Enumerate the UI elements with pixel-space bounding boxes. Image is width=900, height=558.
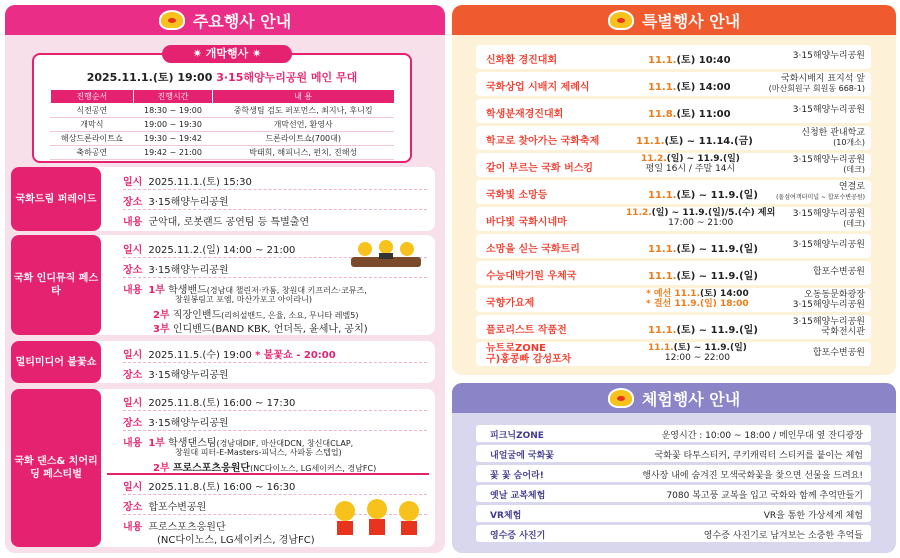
special-row [476, 342, 871, 366]
experience-name: VR체험 [490, 511, 522, 521]
place-label: 장소 [123, 265, 143, 276]
cell: 식전공연 [50, 104, 134, 118]
header-order: 진행순서 [50, 90, 134, 104]
event-date [648, 267, 758, 282]
dance-card [14, 389, 435, 547]
date-start: 11.8. [648, 109, 677, 120]
place-label: 장소 [123, 370, 143, 381]
event-place [769, 74, 865, 94]
special-row [476, 207, 871, 231]
divider [123, 410, 427, 411]
event-name: 국향가요제 [486, 298, 535, 309]
special-row [476, 72, 871, 96]
part2-text: 직장인밴드 [172, 310, 222, 321]
part2-text: 프로스포츠응원단 [172, 463, 251, 474]
event-place [801, 128, 865, 148]
divider [123, 494, 427, 495]
place-line1: 국화시배지 표지석 앞 [781, 74, 865, 84]
experience-desc: 국화꽃 타투스티커, 쿠키캐릭터 스티커를 붙이는 체험 [654, 451, 863, 461]
opening-date: 2025.11.1.(토) 19:00 [86, 71, 213, 84]
event-date [648, 105, 731, 120]
indie-place: 3·15해양누리공원 [148, 265, 229, 276]
parade-badge: 국화드림 퍼레이드 [11, 167, 101, 231]
experience-name: 꽃 꽃 숨어라! [490, 471, 544, 481]
date-extra: 17:00 ~ 21:00 [668, 218, 734, 228]
band-illustration [351, 237, 421, 271]
dance-date2-row [123, 478, 295, 493]
experience-row [476, 485, 871, 502]
event-place: 합포수변공원 [812, 348, 865, 358]
date-label: 일시 [123, 482, 143, 493]
part2-label: 2부 [153, 463, 170, 474]
parade-date: 2025.11.1.(토) 15:30 [148, 177, 252, 188]
cell: 개막선언, 환영사 [212, 118, 394, 132]
place-line1: 연결로 [838, 182, 865, 192]
date-rest: (토) 14:00 [676, 82, 731, 93]
event-date [646, 289, 749, 309]
cell: 해상드론라이트쇼 [50, 132, 134, 146]
event-date [648, 321, 758, 336]
band-stage-icon [351, 237, 421, 271]
content-label: 내용 [123, 438, 143, 449]
table-row [50, 118, 394, 132]
cell: 축하공연 [50, 146, 134, 160]
table-row [50, 132, 394, 146]
opening-place: 3·15해양누리공원 메인 무대 [216, 71, 358, 84]
event-name: 소망을 싣는 국화트리 [486, 244, 580, 255]
cell: 19:00 ~ 19:30 [134, 118, 213, 132]
fireworks-place-row [123, 366, 229, 381]
indie-date: 2025.11.2.(일) 14:00 ~ 21:00 [148, 245, 296, 256]
header-content: 내 용 [212, 90, 394, 104]
experience-name: 영수증 사진기 [490, 531, 546, 541]
name-line2: 구)홍콩빠 감성포차 [486, 354, 572, 365]
experience-row [476, 465, 871, 482]
part1-sub: (경남대DIF, 마산대DCN, 창신대CLAP, [216, 439, 354, 448]
event-place [793, 209, 865, 229]
experience-desc: 영수증 사진기로 남겨보는 소중한 추억들 [703, 531, 863, 541]
dance-date1-row [123, 394, 295, 409]
event-place [793, 155, 865, 175]
cell: 드론라이트쇼(700대) [212, 132, 394, 146]
place-line2: (데크) [843, 219, 865, 228]
table-row [50, 104, 394, 118]
place-line2: (10개소) [833, 138, 865, 147]
dance-content2b: (NC다이노스, LG세이커스, 경남FC) [157, 535, 315, 546]
date-rest: (토) ~ 11.9.(일) [676, 190, 758, 201]
part1-text: 학생댄스팀 [168, 438, 217, 449]
experience-events-panel [452, 383, 896, 553]
event-place: 3·15해양누리공원 [792, 51, 865, 61]
event-date [648, 240, 758, 255]
header-time: 진행시간 [134, 90, 213, 104]
opening-schedule-table [50, 89, 395, 160]
special-row [476, 180, 871, 204]
name-line1: 뉴트로ZONE [486, 343, 546, 354]
main-events-panel [5, 5, 445, 553]
parade-content: 군악대, 로봇랜드 공연팀 등 특별출연 [148, 217, 310, 228]
indie-card [13, 235, 435, 335]
experience-desc: 7080 복고풍 교복을 입고 국화와 함께 추억만들기 [666, 491, 863, 501]
date-start: 11.1. [648, 325, 677, 336]
special-row [476, 153, 871, 177]
date-start: 11.1. [648, 190, 677, 201]
special-events-header [452, 5, 896, 35]
place-line2: (데크) [843, 165, 865, 174]
content-label: 내용 [123, 217, 143, 228]
fireworks-note: * 불꽃쇼 - 20:00 [255, 350, 336, 361]
place-line1: 오동동문화광장 [804, 290, 865, 300]
chrysanthemum-mascot-icon [608, 388, 634, 408]
divider [123, 362, 427, 363]
place-line1: 3·15해양누리공원 [792, 155, 865, 165]
date-start: 11.1. [648, 271, 677, 282]
dance-content2: 프로스포츠응원단 [148, 522, 226, 533]
date-rest: (토) ~ 11.9.(일) [676, 244, 758, 255]
experience-desc: VR을 통한 가상세계 체험 [763, 511, 863, 521]
part2-label: 2부 [153, 310, 170, 321]
part1-text: 학생밴드 [168, 285, 207, 296]
parade-content-row [123, 213, 309, 228]
event-date [648, 51, 731, 66]
event-name: 국화상업 시배지 제례식 [486, 82, 590, 93]
cell: 박태희, 해피니스, 펀치, 진해성 [212, 146, 394, 160]
right-column [452, 5, 896, 553]
experience-events-title: 체험행사 안내 [641, 389, 741, 409]
date-start: 11.1. [648, 343, 674, 353]
event-place: 합포수변공원 [812, 267, 865, 277]
cheer-illustration [327, 497, 427, 537]
fireworks-badge: 멀티미디어 불꽃쇼 [11, 341, 101, 383]
event-place [793, 290, 865, 310]
date-label: 일시 [123, 398, 143, 409]
dance-place1-row [123, 414, 229, 429]
date-start: 11.1. [648, 244, 677, 255]
divider [123, 189, 427, 190]
experience-desc: 행사장 내에 숨겨진 모색국화꽃을 찾으면 선물을 드려요! [642, 471, 863, 481]
event-date [648, 343, 747, 363]
event-name: 수능대박기원 우체국 [486, 271, 577, 282]
experience-name: 피크닉ZONE [490, 431, 544, 441]
special-row [476, 99, 871, 123]
experience-desc: 운영시간 : 10:00 ~ 18:00 / 메인무대 옆 잔디광장 [661, 431, 863, 441]
divider [123, 209, 427, 210]
event-place: 3·15해양누리공원 [792, 240, 865, 250]
opening-info [34, 69, 410, 85]
place-label: 장소 [123, 197, 143, 208]
special-events-title: 특별행사 안내 [641, 11, 741, 31]
cell: 19:30 ~ 19:42 [134, 132, 213, 146]
date-rest: (토) 10:40 [676, 55, 731, 66]
part2-row [153, 306, 358, 321]
special-row [476, 315, 871, 339]
date-label: 일시 [123, 177, 143, 188]
experience-events-header [452, 383, 896, 413]
date-extra: 평일 16시 / 주말 14시 [645, 164, 736, 174]
chrysanthemum-mascot-icon [608, 10, 634, 30]
part2-sub: (리허설밴드, 은율, 소요, 무니타 레벨5) [221, 311, 359, 320]
dance-badge: 국화 댄스& 치어리딩 페스티벌 [11, 389, 101, 547]
date-start: 11.2. [641, 154, 667, 164]
indie-date-row [123, 241, 295, 256]
dance-place2-row [123, 498, 206, 513]
event-name: 학생분재경진대회 [486, 109, 564, 120]
event-date [648, 78, 731, 93]
divider [123, 277, 427, 278]
table-row [50, 146, 394, 160]
place-line2: (돝섬여객터미널 ~ 합포수변공원) [776, 194, 865, 201]
event-date [648, 186, 758, 201]
main-events-title: 주요행사 안내 [192, 11, 292, 31]
event-place [793, 317, 865, 337]
date-rest: (토) ~ 11.9.(일) [676, 271, 758, 282]
part3-text: 인디밴드(BAND KBK, 언더독, 윤세나, 공치) [172, 324, 368, 335]
special-row [476, 45, 871, 69]
parade-date-row [123, 173, 252, 188]
part1-label: 1부 [148, 285, 165, 296]
event-date [641, 154, 740, 174]
place-line1: 신청한 관내학교 [801, 128, 865, 138]
parade-place-row [123, 193, 229, 208]
date-rest: (토) 14:00 [700, 289, 749, 299]
event-name: 신화환 경진대회 [486, 55, 558, 66]
chrysanthemum-mascot-icon [159, 10, 185, 30]
content-label: 내용 [123, 285, 143, 296]
event-name [486, 343, 571, 365]
special-row [476, 126, 871, 150]
date-start: 11.1. [636, 136, 665, 147]
special-events-panel [452, 5, 896, 375]
date-start: 11.2. [626, 208, 652, 218]
indie-badge: 국화 인디뮤직 페스타 [11, 235, 101, 335]
place-line2: 3·15해양누리공원 [792, 300, 865, 310]
part2-row [153, 459, 376, 474]
place-line2: (마산회원구 회원동 668-1) [768, 84, 865, 93]
event-name: 플로리스트 작품전 [486, 325, 567, 336]
part1-label: 1부 [148, 438, 165, 449]
event-place: 3·15해양누리공원 [792, 105, 865, 115]
part1-sub: (경남대 챌린저·카툼, 창원대 키프러스·코뮤즈, [206, 286, 367, 295]
event-date [636, 132, 753, 147]
experience-row [476, 445, 871, 462]
part1-sub2: 창원봉림고 포엠, 마산가포고 아이라니) [175, 295, 312, 304]
date-start: 11.1. [648, 82, 677, 93]
place-label: 장소 [123, 418, 143, 429]
experience-name: 내얼굴에 국화꽃 [490, 451, 554, 461]
experience-row [476, 505, 871, 522]
fireworks-date: 2025.11.5.(수) 19:00 [148, 350, 252, 361]
experience-row [476, 525, 871, 542]
cell: 19:42 ~ 21:00 [134, 146, 213, 160]
place-line1: 3·15해양누리공원 [792, 317, 865, 327]
fireworks-place: 3·15해양누리공원 [148, 370, 229, 381]
date-label: 일시 [123, 350, 143, 361]
fireworks-date-row [123, 346, 336, 361]
date-start: * 예선 11.1. [646, 289, 700, 299]
part1-sub2: 창원대 피터-E-Masters-피닉스, 사파동 스텝업) [175, 448, 342, 457]
event-date [626, 208, 775, 228]
place-line1: 3·15해양누리공원 [792, 209, 865, 219]
event-name: 같이 부르는 국화 버스킹 [486, 163, 594, 174]
special-row [476, 234, 871, 258]
cheerleader-mascots-icon [327, 497, 427, 537]
opening-tag: ✷ 개막행사 ✷ [162, 45, 292, 63]
date-label: 일시 [123, 245, 143, 256]
table-header-row [50, 90, 394, 104]
cell: 중학생팀 검도 퍼포먼스, 최지나, 후니킹 [212, 104, 394, 118]
date-rest: (토) ~ 11.9.(일) [676, 325, 758, 336]
opening-ceremony-box [32, 47, 412, 163]
part3-row [153, 320, 368, 335]
event-name: 바다빛 국화시네마 [486, 217, 567, 228]
event-name: 학교로 찾아가는 국화축제 [486, 136, 600, 147]
dance-date1: 2025.11.8.(토) 16:00 ~ 17:30 [148, 398, 296, 409]
place-label: 장소 [123, 502, 143, 513]
place-line2: 국화전시관 [821, 327, 865, 337]
event-name: 국화빛 소망등 [486, 190, 548, 201]
main-events-header [5, 5, 445, 35]
dance-date2: 2025.11.8.(토) 16:00 ~ 16:30 [148, 482, 296, 493]
date-extra: 12:00 ~ 22:00 [664, 353, 731, 363]
date-extra: * 결선 11.9.(일) 18:00 [646, 299, 749, 309]
special-row [476, 261, 871, 285]
special-row [476, 288, 871, 312]
divider [123, 430, 427, 431]
content-label: 내용 [123, 522, 143, 533]
part2-sub: (NC다이노스, LG세이커스, 경남FC) [250, 464, 377, 473]
date-start: 11.1. [648, 55, 677, 66]
experience-name: 옛날 교복체험 [490, 491, 546, 501]
experience-row [476, 425, 871, 442]
cell: 18:30 ~ 19:00 [134, 104, 213, 118]
date-rest: (토) ~ 11.14.(금) [664, 136, 753, 147]
date-rest: (토) ~ 11.9.(일) [673, 343, 747, 353]
cell: 개막식 [50, 118, 134, 132]
date-rest: (일) ~ 11.9.(일)/5.(수) 제외 [651, 208, 776, 218]
indie-place-row [123, 261, 229, 276]
parade-card [15, 167, 435, 231]
date-rest: (일) ~ 11.9.(일) [666, 154, 740, 164]
part3-label: 3부 [153, 324, 170, 335]
dance-place2: 합포수변공원 [148, 502, 207, 513]
date-rest: (토) 11:00 [676, 109, 731, 120]
event-place [776, 182, 865, 203]
parade-place: 3·15해양누리공원 [148, 197, 229, 208]
dance-split-line [107, 473, 429, 475]
dance-place1: 3·15해양누리공원 [148, 418, 229, 429]
fireworks-card [15, 341, 435, 383]
